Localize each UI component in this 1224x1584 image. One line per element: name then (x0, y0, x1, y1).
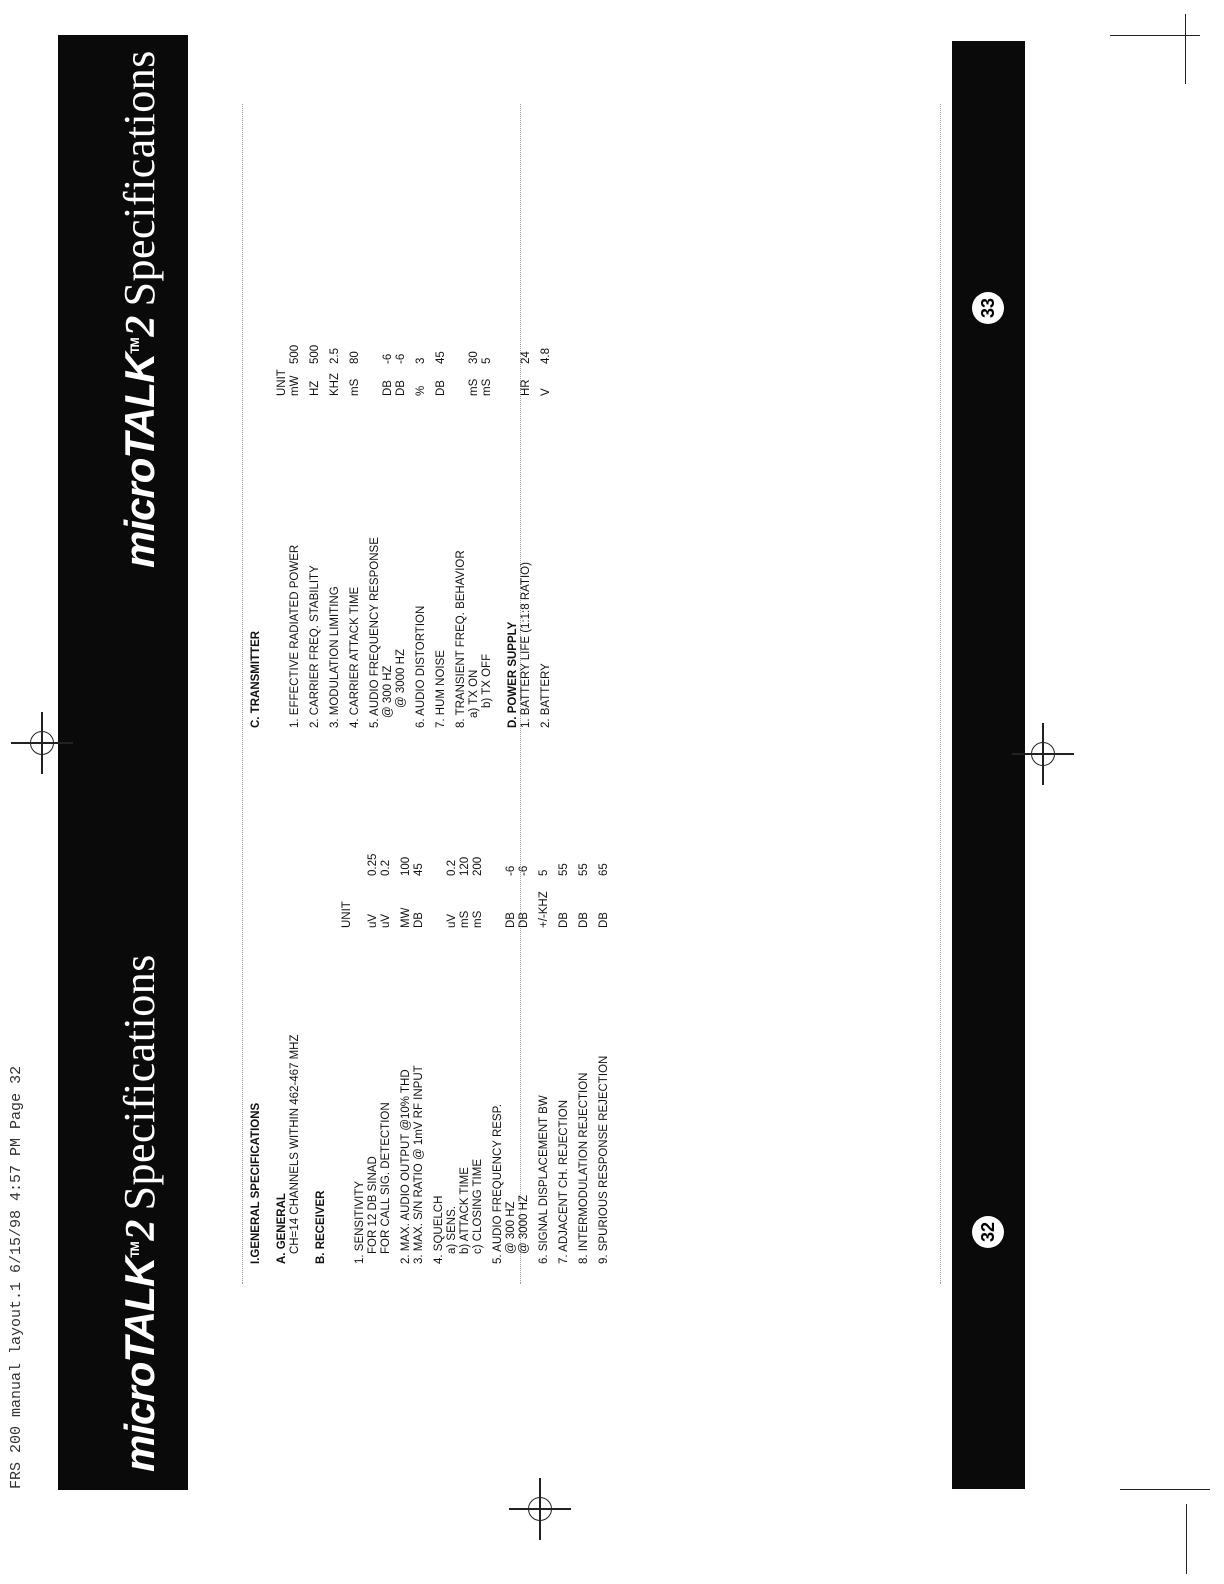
page-title: Specifications (115, 50, 164, 307)
spec-unit: uV (367, 913, 379, 928)
spec-label: a) TX ON (468, 669, 480, 718)
spec-row (435, 308, 448, 728)
guide-line (940, 104, 941, 1284)
spec-value: 0.2 (446, 860, 458, 876)
spec-label: D. POWER SUPPLY (507, 621, 519, 728)
spec-label: @ 3000 HZ (518, 1195, 530, 1254)
row-spacer (494, 308, 507, 728)
spec-unit: uV (446, 913, 458, 928)
spec-label: 2. BATTERY (540, 663, 552, 728)
row-spacer (263, 308, 276, 728)
spec-row (309, 308, 322, 728)
spec-value: 55 (578, 863, 590, 876)
row-spacer (263, 824, 276, 1264)
spec-unit: mS (349, 378, 361, 396)
spec-value: 100 (400, 856, 412, 876)
spec-label: 4. SQUELCH (433, 1195, 445, 1264)
spec-label: FOR CALL SIG. DETECTION (380, 1102, 392, 1254)
row-spacer (328, 824, 341, 1264)
spec-value: 0.2 (380, 860, 392, 876)
row-spacer (485, 824, 492, 1264)
spec-label: I.GENERAL SPECIFICATIONS (250, 1102, 262, 1264)
spec-row (400, 824, 413, 1264)
spec-row (433, 824, 446, 1264)
spec-value: 65 (598, 863, 610, 876)
page-title: Specifications (115, 954, 164, 1211)
spec-value: 500 (309, 344, 321, 364)
spec-value: 5 (481, 357, 493, 364)
spec-unit: HZ (309, 380, 321, 396)
spec-value: 0.25 (367, 853, 379, 876)
spec-label: 3. MAX. S/N RATIO @ 1mV RF INPUT (413, 1065, 425, 1264)
spec-label: b) ATTACK TIME (459, 1167, 471, 1254)
spec-value: -6 (518, 865, 530, 876)
spec-value: 120 (459, 856, 471, 876)
brand-logo: microTALK™2 (116, 316, 164, 568)
registration-mark (30, 731, 54, 755)
section-heading (250, 308, 263, 728)
spec-label: a) SENS. (446, 1206, 458, 1254)
print-slug: FRS 200 manual layout.1 6/15/98 4:57 PM Page 32 (8, 1065, 25, 1489)
section-heading (276, 824, 289, 1264)
spec-row (289, 308, 302, 728)
spec-label: 6. SIGNAL DISPLACEMENT BW (538, 1095, 550, 1264)
spec-label: @ 3000 HZ (395, 649, 407, 708)
spec-value: -6 (505, 865, 517, 876)
brand-header-right (114, 50, 165, 568)
spec-value: 30 (468, 351, 480, 364)
crop-mark (1110, 35, 1200, 36)
spec-unit: +/-KHZ (538, 891, 550, 928)
section-heading (250, 824, 263, 1264)
spec-label: C. TRANSMITTER (250, 630, 262, 728)
row-spacer (551, 824, 558, 1264)
row-spacer (342, 308, 349, 728)
spec-label: 1. SENSITIVITY (354, 1180, 366, 1264)
spec-row (367, 824, 380, 1264)
spec-label: 5. AUDIO FREQUENCY RESP. (492, 1104, 504, 1264)
spec-label: A. GENERAL (276, 1193, 288, 1264)
spec-unit: mW (289, 375, 301, 396)
spec-unit: DB (578, 912, 590, 928)
spec-unit: DB (598, 912, 610, 928)
spec-label: 5. AUDIO FREQUENCY RESPONSE (369, 537, 381, 728)
page-number-left: 32 (972, 1216, 1004, 1248)
spec-value: 45 (413, 863, 425, 876)
row-spacer (322, 308, 329, 728)
spec-value: 4.8 (540, 348, 552, 364)
spec-label: 7. ADJACENT CH. REJECTION (558, 1099, 570, 1264)
spec-unit: DB (413, 912, 425, 928)
spec-row (276, 308, 289, 728)
spec-row (472, 824, 485, 1264)
row-spacer (448, 308, 455, 728)
spec-row (540, 308, 553, 728)
spec-row (413, 824, 426, 1264)
spec-label: 8. TRANSIENT FREQ. BEHAVIOR (455, 550, 467, 728)
registration-mark (1031, 742, 1055, 766)
spec-row (341, 824, 354, 1264)
spec-unit: DB (518, 912, 530, 928)
spec-row (481, 308, 494, 728)
spec-unit: KHZ (329, 373, 341, 396)
spec-label: 9. SPURIOUS RESPONSE REJECTION (598, 1055, 610, 1264)
spec-row (520, 308, 533, 728)
row-spacer (428, 308, 435, 728)
spec-value: 45 (435, 351, 447, 364)
row-spacer (408, 308, 415, 728)
brand-logo: microTALK™2 (116, 1220, 164, 1472)
spec-value: 2.5 (329, 348, 341, 364)
crop-mark (1120, 1489, 1210, 1490)
spec-unit: UNIT (276, 369, 288, 396)
row-spacer (426, 824, 433, 1264)
row-spacer (393, 824, 400, 1264)
spec-unit: DB (435, 380, 447, 396)
row-spacer (591, 824, 598, 1264)
transmitter-specs-column (250, 308, 553, 728)
registration-mark (528, 1497, 552, 1521)
guide-line (242, 104, 243, 1284)
spec-label: b) TX OFF (481, 653, 493, 708)
spec-label: FOR 12 DB SINAD (367, 1156, 379, 1254)
spec-label: B. RECEIVER (315, 1190, 327, 1264)
spec-label: 3. MODULATION LIMITING (329, 586, 341, 728)
row-spacer (571, 824, 578, 1264)
spec-value: -6 (382, 353, 394, 364)
spec-label: 6. AUDIO DISTORTION (415, 605, 427, 728)
page-number-right: 33 (972, 292, 1004, 324)
spec-row (505, 824, 518, 1264)
spec-label: 1. EFFECTIVE RADIATED POWER (289, 544, 301, 728)
spec-unit: DB (505, 912, 517, 928)
spec-unit: % (415, 385, 427, 396)
spec-label: 2. CARRIER FREQ. STABILITY (309, 565, 321, 728)
spec-row (289, 824, 302, 1264)
spec-unit: HR (520, 379, 532, 396)
spec-value: 500 (289, 344, 301, 364)
row-spacer (302, 824, 315, 1264)
spec-row (329, 308, 342, 728)
spec-row (598, 824, 611, 1264)
spec-row (382, 308, 395, 728)
spec-label: 4. CARRIER ATTACK TIME (349, 586, 361, 728)
spec-unit: mS (468, 378, 480, 396)
spec-row (380, 824, 393, 1264)
crop-mark (1186, 1504, 1187, 1574)
spec-value: -6 (395, 353, 407, 364)
row-spacer (531, 824, 538, 1264)
spec-unit: mS (472, 910, 484, 928)
row-spacer (302, 308, 309, 728)
brand-header-left (114, 954, 165, 1472)
spec-row (349, 308, 362, 728)
spec-row (455, 308, 468, 728)
section-heading (315, 824, 328, 1264)
spec-label: 8. INTERMODULATION REJECTION (578, 1072, 590, 1264)
spec-row (538, 824, 551, 1264)
spec-row (459, 824, 472, 1264)
spec-row (492, 824, 505, 1264)
spec-unit: MW (400, 907, 412, 928)
crop-mark (1185, 14, 1186, 84)
spec-label: @ 300 HZ (382, 665, 394, 718)
spec-label: 7. HUM NOISE (435, 650, 447, 728)
spec-row (369, 308, 382, 728)
spec-row (446, 824, 459, 1264)
spec-value: 5 (538, 869, 550, 876)
spec-value: 200 (472, 856, 484, 876)
spec-row (415, 308, 428, 728)
spec-unit: V (540, 388, 552, 396)
spec-row (468, 308, 481, 728)
spec-row (395, 308, 408, 728)
spec-value: 3 (415, 357, 427, 364)
general-specs-column (250, 824, 611, 1264)
spec-label: @ 300 HZ (505, 1201, 517, 1254)
spec-label: CH=14 CHANNELS WITHIN 462-467 MHZ (289, 1034, 301, 1254)
spec-label: 2. MAX. AUDIO OUTPUT @10% THD (400, 1069, 412, 1264)
footer-band (952, 41, 1025, 1489)
spec-row (354, 824, 367, 1264)
spec-unit: DB (382, 380, 394, 396)
row-spacer (533, 308, 540, 728)
spec-unit: mS (459, 910, 471, 928)
row-spacer (362, 308, 369, 728)
spec-row (558, 824, 571, 1264)
spec-unit: DB (395, 380, 407, 396)
spec-unit: UNIT (341, 901, 353, 928)
spec-unit: DB (558, 912, 570, 928)
spec-unit: uV (380, 913, 392, 928)
spec-value: 80 (349, 351, 361, 364)
spec-label: c) CLOSING TIME (472, 1159, 484, 1254)
section-heading (507, 308, 520, 728)
spec-unit: mS (481, 378, 493, 396)
spec-value: 55 (558, 863, 570, 876)
spec-label: 1. BATTERY LIFE (1:1:8 RATIO) (520, 562, 532, 728)
spec-row (518, 824, 531, 1264)
spec-value: 24 (520, 351, 532, 364)
spec-row (578, 824, 591, 1264)
